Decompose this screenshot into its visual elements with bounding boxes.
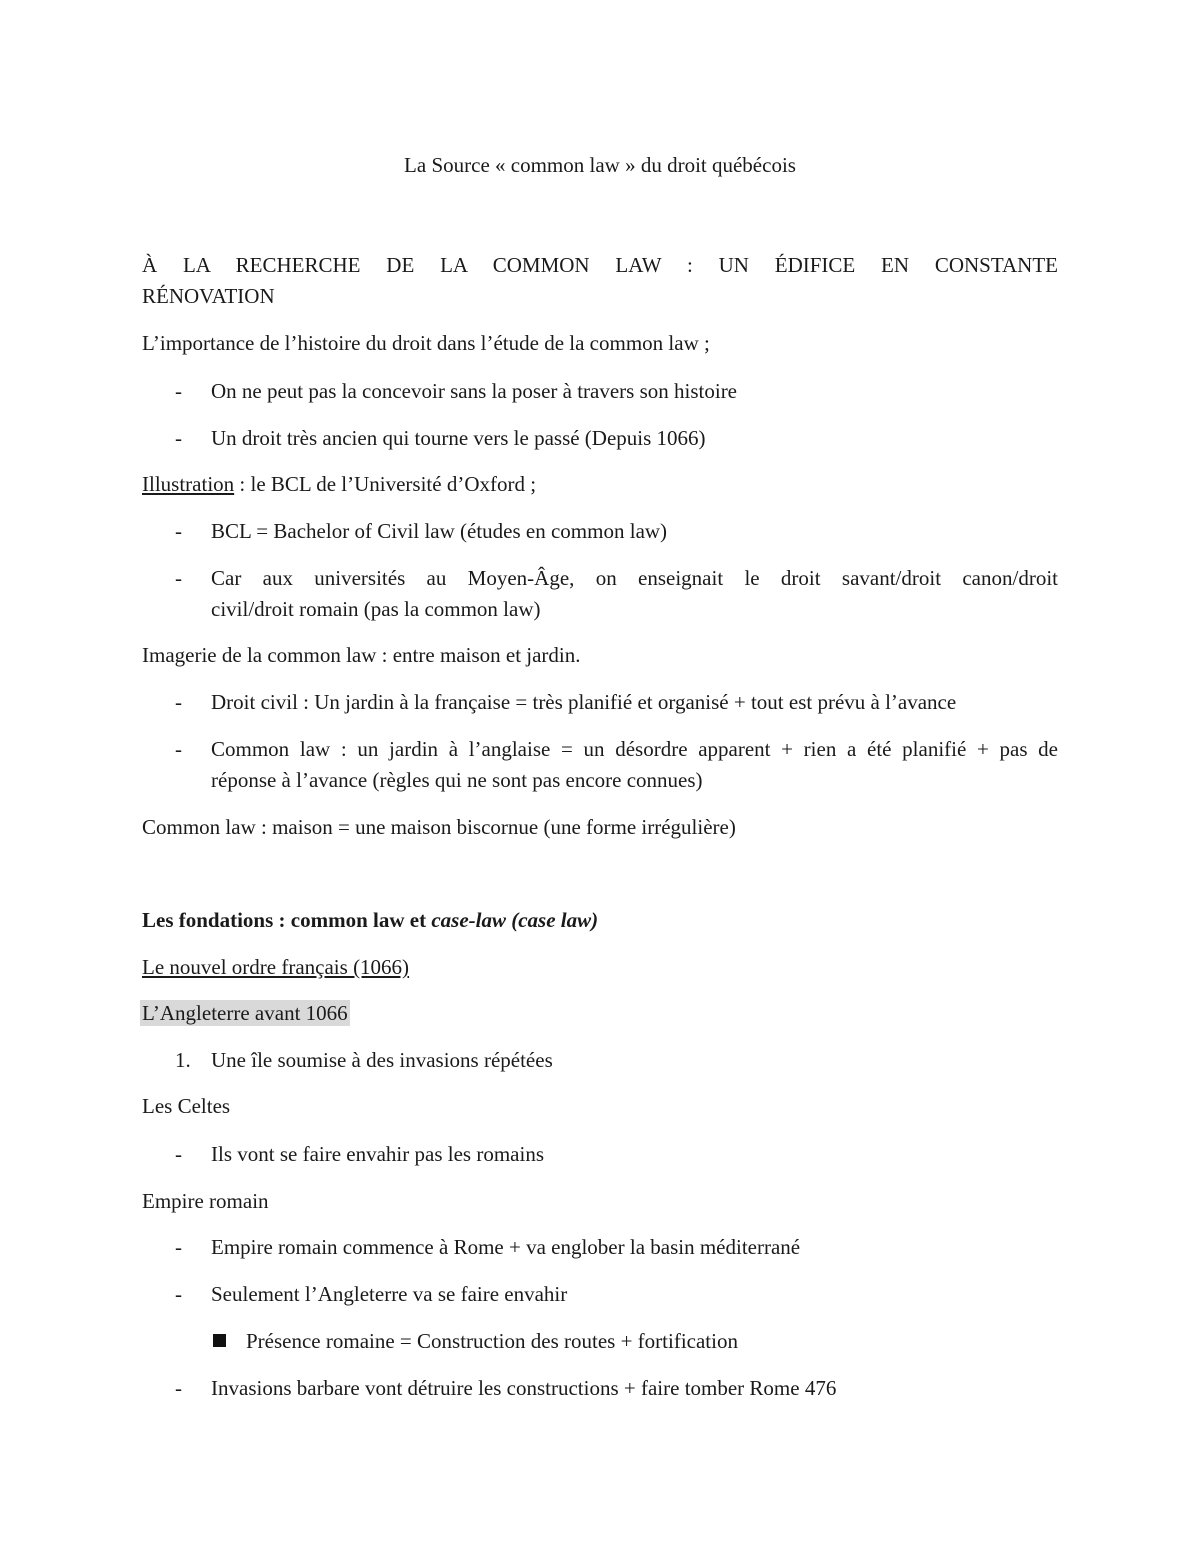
highlighted-text: L’Angleterre avant 1066 <box>142 1001 348 1025</box>
paragraph-celtes: Les Celtes <box>142 1094 231 1118</box>
bullet-dash: - <box>175 737 182 761</box>
document-title: La Source « common law » du droit québécois <box>404 153 796 177</box>
illustration-text: : le BCL de l’Université d’Oxford ; <box>234 472 537 496</box>
subheading-angleterre <box>142 1001 350 1026</box>
list-item-line2: civil/droit romain (pas la common law) <box>211 597 541 621</box>
bullet-dash: - <box>175 1376 182 1400</box>
bullet-dash: - <box>175 1235 182 1259</box>
numbered-item: Une île soumise à des invasions répétées <box>211 1048 553 1072</box>
bullet-dash: - <box>175 566 182 590</box>
list-item: Ils vont se faire envahir pas les romains <box>211 1142 544 1166</box>
section-heading-line2: RÉNOVATION <box>142 284 275 308</box>
bullet-dash: - <box>175 519 182 543</box>
list-number: 1. <box>175 1048 191 1072</box>
list-item: Seulement l’Angleterre va se faire envahir <box>211 1282 568 1306</box>
list-item: Un droit très ancien qui tourne vers le passé (Depuis 1066) <box>211 426 706 450</box>
square-bullet-icon <box>213 1334 226 1347</box>
bullet-dash: - <box>175 426 182 450</box>
list-item: Invasions barbare vont détruire les constructions + faire tomber Rome 476 <box>211 1376 837 1400</box>
subheading-nouvel-ordre: Le nouvel ordre français (1066) <box>142 955 410 979</box>
list-item: On ne peut pas la concevoir sans la poser à travers son histoire <box>211 379 738 403</box>
heading-fondations-bold: Les fondations : common law et <box>142 908 432 932</box>
sub-list-item: Présence romaine = Construction des routes + fortification <box>246 1329 738 1353</box>
paragraph-maison: Common law : maison = une maison biscornue (une forme irrégulière) <box>142 815 736 839</box>
paragraph-importance: L’importance de l’histoire du droit dans l’étude de la common law ; <box>142 331 710 355</box>
bullet-dash: - <box>175 379 182 403</box>
heading-fondations-italic: case-law (case law) <box>431 908 599 932</box>
list-item: Droit civil : Un jardin à la française = très planifié et organisé + tout est prévu à l’avance <box>211 690 957 714</box>
list-item-line2: réponse à l’avance (règles qui ne sont pas encore connues) <box>211 768 703 792</box>
bullet-dash: - <box>175 1282 182 1306</box>
heading-fondations <box>142 908 598 933</box>
paragraph-imagerie: Imagerie de la common law : entre maison et jardin. <box>142 643 581 667</box>
list-item: BCL = Bachelor of Civil law (études en common law) <box>211 519 668 543</box>
list-item-line1: Car aux universités au Moyen-Âge, on enseignait le droit savant/droit canon/droit <box>211 566 1058 590</box>
section-heading-line1: À LA RECHERCHE DE LA COMMON LAW : UN ÉDIFICE EN CONSTANTE <box>142 253 1058 277</box>
paragraph-illustration <box>142 472 536 497</box>
list-item: Empire romain commence à Rome + va englober la basin méditerrané <box>211 1235 801 1259</box>
illustration-label: Illustration <box>142 472 235 496</box>
list-item-line1: Common law : un jardin à l’anglaise = un désordre apparent + rien a été planifié + pas de <box>211 737 1058 761</box>
paragraph-empire: Empire romain <box>142 1189 269 1213</box>
bullet-dash: - <box>175 690 182 714</box>
bullet-dash: - <box>175 1142 182 1166</box>
